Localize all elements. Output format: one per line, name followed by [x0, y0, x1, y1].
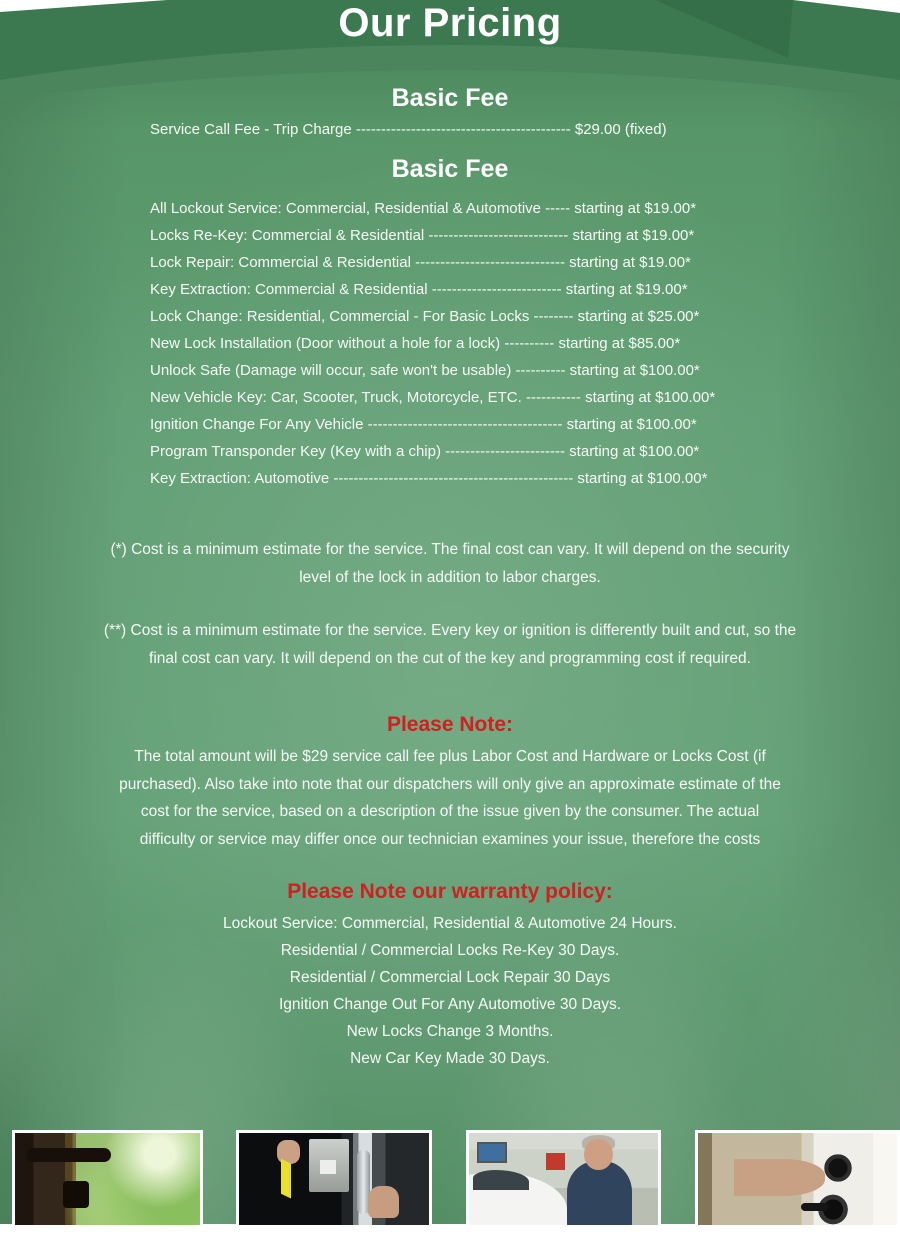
- hi-vis-strip-shape: [281, 1158, 291, 1197]
- basic-fee-heading-1: Basic Fee: [391, 84, 509, 112]
- door-lock-photo: [12, 1130, 203, 1228]
- warranty-item: Lockout Service: Commercial, Residential & Automotive 24 Hours.: [222, 915, 677, 932]
- residential-locksmith-image: [698, 1133, 897, 1225]
- warranty-item: Residential / Commercial Lock Repair 30 Days: [289, 969, 611, 986]
- please-note-body: The total amount will be $29 service call fee plus Labor Cost and Hardware or Locks Cost (if purchased). Also take into note that our dispatchers will only give an approximate estimate of the cost for the service, based on a description of the issue given by the consumer. The actual difficulty or service may differ once our technician examines your issue, therefore the costs: [119, 748, 781, 848]
- keypad-access-photo: [236, 1130, 432, 1228]
- door-handle-shape: [26, 1148, 111, 1162]
- photo-strip: [0, 1130, 900, 1228]
- arm-shape: [734, 1159, 826, 1196]
- monitor-shape: [477, 1142, 507, 1163]
- price-row: Key Extraction: Commercial & Residential -------------------------- starting at $19.00*: [150, 281, 688, 298]
- deadbolt-upper-shape: [821, 1153, 855, 1182]
- keypad-access-image: [239, 1133, 429, 1225]
- warranty-item: New Locks Change 3 Months.: [346, 1023, 554, 1040]
- keypad-shape: [309, 1139, 349, 1192]
- page-title: Our Pricing: [338, 1, 562, 45]
- residential-locksmith-photo: [695, 1130, 900, 1228]
- footnote-single-star: (*) Cost is a minimum estimate for the service. The final cost can vary. It will depend on the security level of the lock in addition to labor charges.: [110, 541, 790, 586]
- mechanic-torso-shape: [567, 1161, 631, 1228]
- price-block: [150, 120, 750, 140]
- auto-locksmith-image: [469, 1133, 658, 1225]
- warranty-item: Ignition Change Out For Any Automotive 30 Days.: [278, 996, 622, 1013]
- lock-body-shape: [63, 1181, 89, 1209]
- price-row: New Lock Installation (Door without a hole for a lock) ---------- starting at $85.00*: [150, 335, 681, 352]
- warranty-item: New Car Key Made 30 Days.: [350, 1050, 550, 1067]
- door-lock-image: [15, 1133, 200, 1225]
- price-list-block: [150, 195, 750, 492]
- lock-lever-shape: [801, 1203, 829, 1211]
- mechanic-face-shape: [584, 1139, 612, 1170]
- price-row: Key Extraction: Automotive ------------------------------------------------ starting at $100.00*: [150, 470, 708, 487]
- price-row: New Vehicle Key: Car, Scooter, Truck, Motorcycle, ETC. ----------- starting at $100.00*: [150, 389, 716, 406]
- windshield-shape: [473, 1170, 530, 1190]
- price-row: Program Transponder Key (Key with a chip) ------------------------ starting at $100.00*: [150, 443, 700, 460]
- price-row: Unlock Safe (Damage will occur, safe won't be usable) ---------- starting at $100.00*: [150, 362, 700, 379]
- warranty-policy-heading: Please Note our warranty policy:: [287, 880, 613, 903]
- toolbox-shape: [546, 1153, 565, 1170]
- hand-on-handle-shape: [368, 1186, 398, 1217]
- price-list: [150, 195, 750, 492]
- warranty-list: [0, 910, 900, 1072]
- footnote-double-star: (**) Cost is a minimum estimate for the service. Every key or ignition is differently built and cut, so the final cost can vary. It will depend on the cut of the key and programming cost if required.: [103, 622, 797, 667]
- auto-locksmith-photo: [466, 1130, 661, 1228]
- service-call-fee-line: Service Call Fee - Trip Charge ------------------------------------------- $29.00 (fixed): [150, 121, 667, 138]
- please-note-heading: Please Note:: [386, 713, 514, 736]
- price-row: Ignition Change For Any Vehicle --------------------------------------- starting at $100.00*: [150, 416, 697, 433]
- warranty-item: Residential / Commercial Locks Re-Key 30 Days.: [280, 942, 620, 959]
- price-row: Lock Repair: Commercial & Residential ------------------------------ starting at $19.00*: [150, 254, 691, 271]
- price-row: Lock Change: Residential, Commercial - For Basic Locks -------- starting at $25.00*: [150, 308, 700, 325]
- price-row: Locks Re-Key: Commercial & Residential ---------------------------- starting at $19.00*: [150, 227, 695, 244]
- price-row: All Lockout Service: Commercial, Residential & Automotive ----- starting at $19.00*: [150, 200, 697, 217]
- basic-fee-heading-2: Basic Fee: [391, 155, 509, 183]
